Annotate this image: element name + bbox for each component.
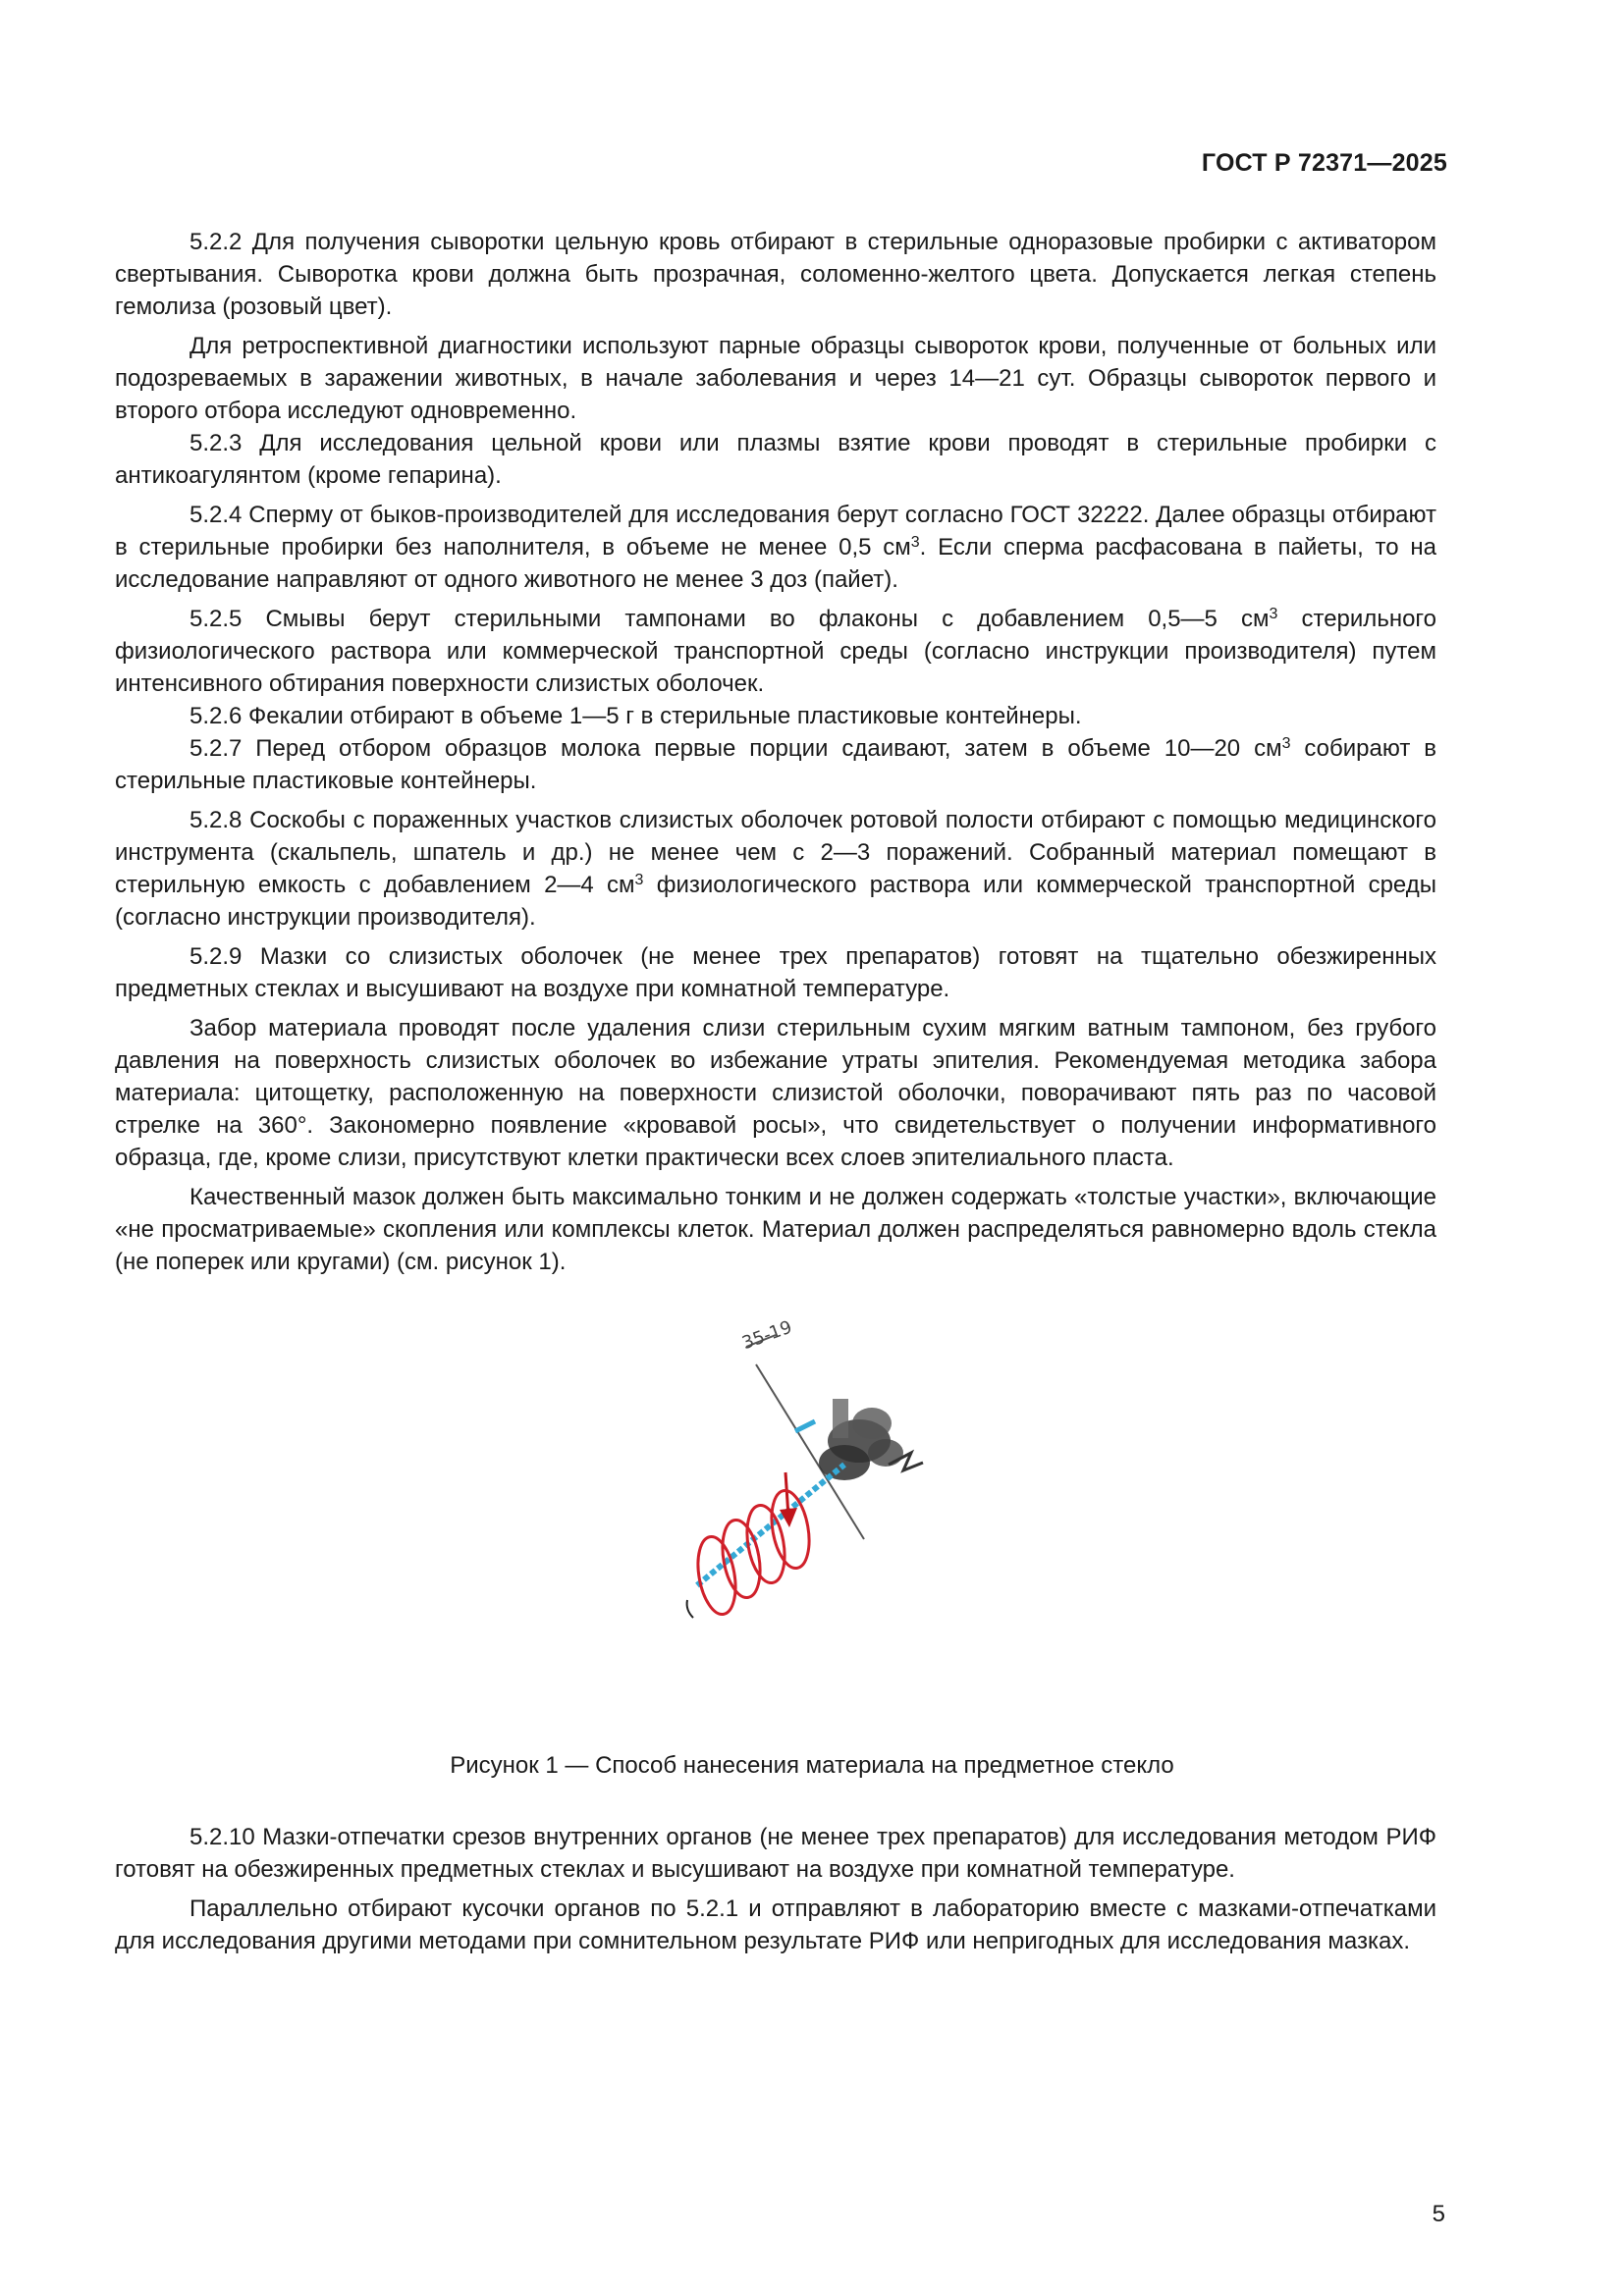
text-run: 5.2.7 Перед отбором образцов молока первые порции сдаивают, затем в объеме 10—20 см [189, 735, 1282, 762]
text-run: 5.2.8 Соскобы с пораженных участков слизистых оболочек ротовой полости отбирают с помощью медицинского инструмента (скальпель, шпатель и др.) не менее чем с 2—3 поражений. Собранный материал помещают в стерильную емкость с добавлением 2—4 см [115, 807, 1436, 898]
text-run: стерильного физиологического раствора или коммерческой транспортной среды (согласно инструкции производителя) путем интенсивного обтирания поверхности слизистых оболочек. [115, 606, 1436, 697]
figure-caption: Рисунок 1 — Способ нанесения материала на предметное стекло [450, 1752, 1174, 1779]
paragraph-5-2-10: 5.2.10 Мазки-отпечатки срезов внутренних органов (не менее трех препаратов) для исследования методом РИФ готовят на обезжиренных предметных стеклах и высушивают на воздухе при комнатной температуре. [115, 1824, 1436, 1883]
paragraph-5-2-3: 5.2.3 Для исследования цельной крови или плазмы взятие крови проводят в стерильные пробирки с антикоагулянтом (кроме гепарина). [115, 430, 1436, 489]
brush-head [819, 1399, 923, 1480]
paragraph-quality-smear: Качественный мазок должен быть максимально тонким и не должен содержать «толстые участки», включающие «не просматриваемые» скопления или комплексы клеток. Материал должен распределяться равномерно вдоль стекла (не поперек или кругами) (см. рисунок 1). [115, 1184, 1436, 1275]
paragraph-parallel: Параллельно отбирают кусочки органов по 5.2.1 и отправляют в лабораторию вместе с мазками-отпечатками для исследования другими методами при сомнительном результате РИФ или непригодных для исследования мазках. [115, 1896, 1436, 1954]
body-text-bottom [115, 1821, 1436, 1964]
paragraph-5-2-2: 5.2.2 Для получения сыворотки цельную кровь отбирают в стерильные одноразовые пробирки с активатором свертывания. Сыворотка крови должна быть прозрачная, соломенно-желтого цвета. Допускается легкая степень гемолиза (розовый цвет). [115, 229, 1436, 320]
text-run: 5.2.4 Сперму от быков-производителей для исследования берут согласно ГОСТ 32222. Далее образцы отбирают в стерильные пробирки без наполнителя, в объеме не менее 0,5 см [115, 502, 1436, 561]
paragraph-5-2-7 [115, 732, 1436, 797]
page-number: 5 [1432, 2201, 1445, 2227]
superscript: 3 [1281, 735, 1291, 752]
paragraph-retrospective: Для ретроспективной диагностики используют парные образцы сывороток крови, полученные от больных или подозреваемых в заражении животных, в начале заболевания и через 14—21 сут. Образцы сывороток первого и второго отбора исследуют одновременно. [115, 333, 1436, 424]
brush-tip [687, 1600, 693, 1618]
body-text-top [115, 226, 1436, 1278]
superscript: 3 [910, 534, 920, 551]
document-code: ГОСТ Р 72371—2025 [1201, 149, 1447, 177]
paragraph-5-2-4 [115, 499, 1436, 596]
text-run: физиологического раствора или коммерческой транспортной среды (согласно инструкции производителя). [115, 872, 1436, 931]
paragraph-5-2-9: 5.2.9 Мазки со слизистых оболочек (не менее трех препаратов) готовят на тщательно обезжиренных предметных стеклах и высушивают на воздухе при комнатной температуре. [115, 943, 1436, 1002]
superscript: 3 [634, 872, 644, 888]
paragraph-5-2-5 [115, 603, 1436, 700]
angle-label: 35-19 [739, 1316, 795, 1355]
superscript: 3 [1269, 606, 1278, 622]
paragraph-5-2-6: 5.2.6 Фекалии отбирают в объеме 1—5 г в стерильные пластиковые контейнеры. [189, 703, 1082, 729]
text-run: . Если сперма расфасована в пайеты, то на исследование направляют от одного животного не менее 3 доз (пайет). [115, 534, 1436, 593]
cyan-marker [795, 1421, 815, 1431]
text-run: собирают в стерильные пластиковые контейнеры. [115, 735, 1437, 794]
figure-smear-method [658, 1306, 982, 1659]
paragraph-5-2-8 [115, 804, 1436, 934]
paragraph-sampling: Забор материала проводят после удаления слизи стерильным сухим мягким ватным тампоном, без грубого давления на поверхность слизистых оболочек во избежание утраты эпителия. Рекомендуемая методика забора материала: цитощетку, расположенную на поверхности слизистой оболочки, поворачивают пять раз по часовой стрелке на 360°. Закономерно появление «кровавой росы», что свидетельствует о получении информативного образца, где, кроме слизи, присутствуют клетки практически всех слоев эпителиального пласта. [115, 1015, 1436, 1171]
text-run: 5.2.5 Смывы берут стерильными тампонами во флаконы с добавлением 0,5—5 см [189, 606, 1270, 632]
